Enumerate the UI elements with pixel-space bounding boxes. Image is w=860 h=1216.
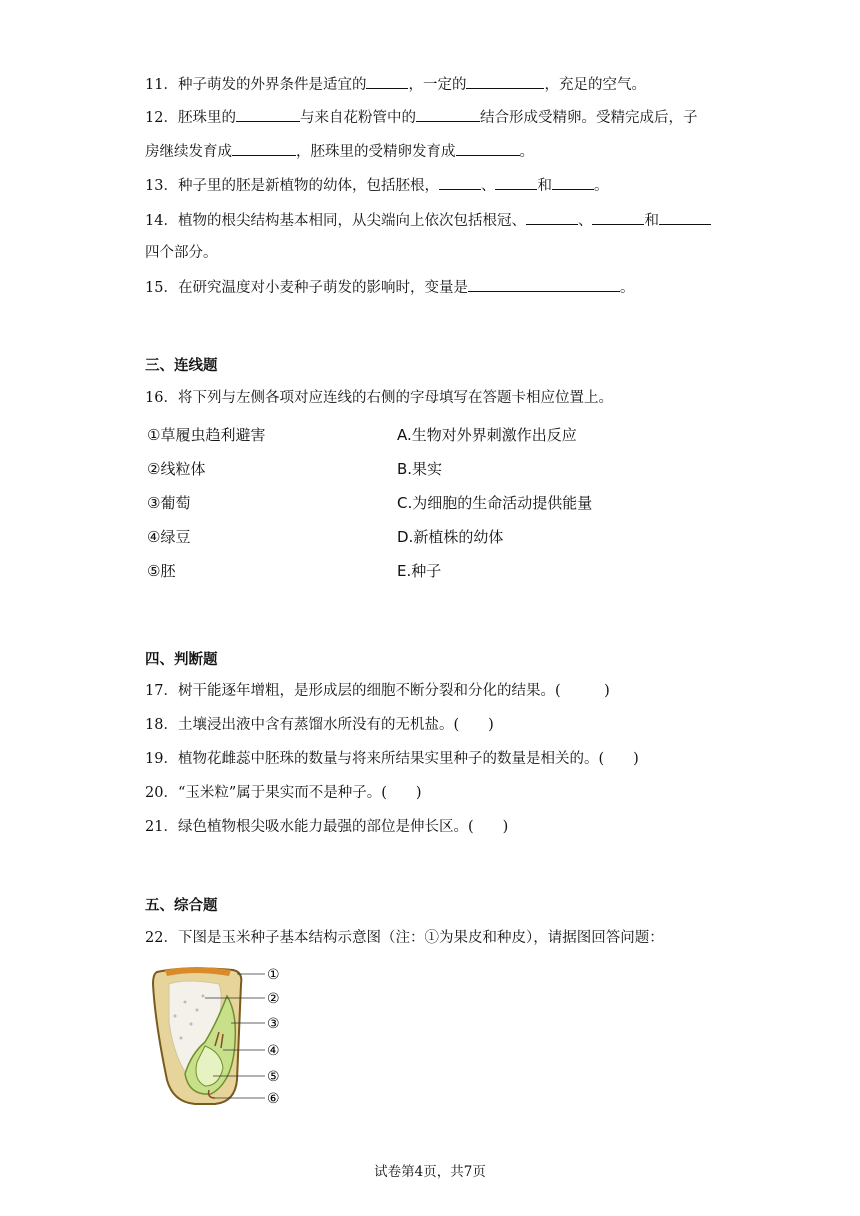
blank[interactable] [552,175,594,190]
blank[interactable] [466,74,544,89]
blank[interactable] [592,210,644,225]
question-19: 19．植物花雌蕊中胚珠的数量与将来所结果实里种子的数量是相关的。( ) [145,751,639,767]
matching-right-item: C.为细胞的生命活动提供能量 [397,494,593,512]
page-footer: 试卷第4页，共7页 [374,1164,486,1180]
question-22: 22．下图是玉米种子基本结构示意图（注：①为果皮和种皮），请据图回答问题： [145,930,664,946]
blank[interactable] [416,107,480,122]
blank[interactable] [526,210,578,225]
blank[interactable] [659,210,711,225]
matching-right-item: D.新植株的幼体 [397,528,504,546]
corn-seed-illustration [145,962,295,1112]
corn-seed-diagram [145,962,295,1112]
question-18: 18．土壤浸出液中含有蒸馏水所没有的无机盐。( ) [145,717,494,733]
question-11: 11．种子萌发的外界条件是适宜的 ，一定的 ，充足的空气。 [145,74,646,95]
matching-left-item: ②线粒体 [147,460,206,478]
section-heading-judgement: 四、判断题 [145,652,218,668]
figure-label: ④ [267,1043,280,1059]
question-17: 17．树干能逐年增粗，是形成层的细胞不断分裂和分化的结果。( ) [145,683,610,699]
question-12-line2: 房继续发育成 ，胚珠里的受精卵发育成 。 [145,141,534,162]
question-14-line2: 四个部分。 [145,245,218,261]
matching-left-item: ④绿豆 [147,528,191,546]
figure-label: ① [267,967,280,983]
blank[interactable] [456,141,520,156]
section-heading-comprehensive: 五、综合题 [145,898,218,914]
matching-right-item: A.生物对外界刺激作出反应 [397,426,577,444]
blank[interactable] [366,74,408,89]
matching-right-item: B.果实 [397,460,443,478]
matching-left-item: ③葡萄 [147,494,191,512]
figure-label: ⑥ [267,1091,280,1107]
question-12: 12．胚珠里的 与来自花粉管中的 结合形成受精卵。受精完成后，子 [145,107,697,128]
question-13: 13．种子里的胚是新植物的幼体，包括胚根， 、 和 。 [145,175,608,196]
question-16: 16．将下列与左侧各项对应连线的右侧的字母填写在答题卡相应位置上。 [145,390,613,406]
question-20: 20．“玉米粒”属于果实而不是种子。( ) [145,785,422,801]
blank[interactable] [232,141,296,156]
blank[interactable] [468,277,620,292]
figure-label: ③ [267,1016,280,1032]
question-14: 14．植物的根尖结构基本相同，从尖端向上依次包括根冠、 、 和 [145,210,711,231]
matching-left-item: ①草履虫趋利避害 [147,426,266,444]
blank[interactable] [439,175,481,190]
blank[interactable] [495,175,537,190]
figure-label: ⑤ [267,1069,280,1085]
question-21: 21．绿色植物根尖吸水能力最强的部位是伸长区。( ) [145,819,509,835]
matching-left-item: ⑤胚 [147,562,176,580]
matching-right-item: E.种子 [397,562,442,580]
blank[interactable] [236,107,300,122]
question-15: 15．在研究温度对小麦种子萌发的影响时，变量是 。 [145,277,634,298]
figure-label: ② [267,991,280,1007]
section-heading-matching: 三、连线题 [145,358,218,374]
